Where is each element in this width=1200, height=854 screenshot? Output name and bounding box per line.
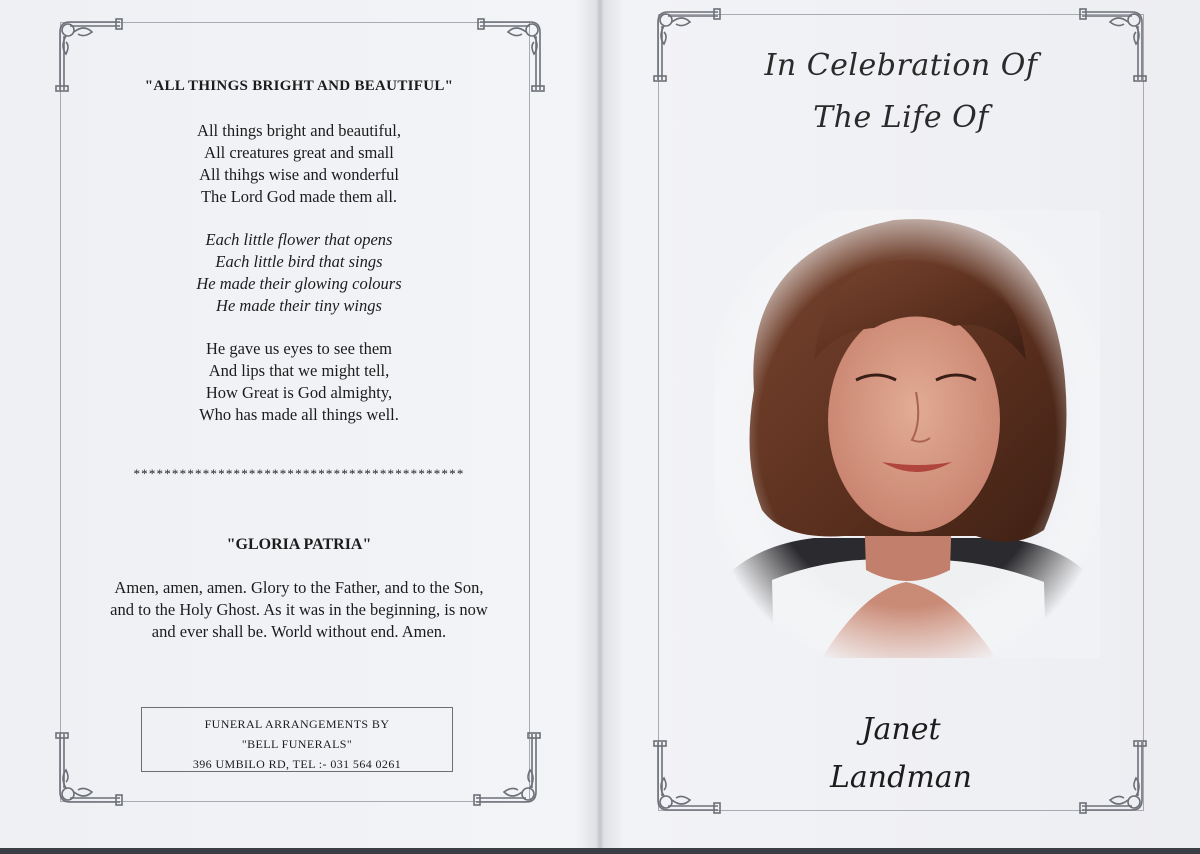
stanza-line: He gave us eyes to see them bbox=[205, 339, 393, 358]
ornament-corner-bottom-left-icon bbox=[50, 728, 126, 810]
asterisk-separator: ******************************************* bbox=[133, 466, 465, 481]
portrait-illustration bbox=[714, 210, 1100, 658]
gloria-line: Amen, amen, amen. Glory to the Father, and to the Son, bbox=[114, 578, 484, 597]
funeral-line-3: 396 UMBILO RD, TEL :- 031 564 0261 bbox=[192, 757, 402, 771]
stanza-line: All things bright and beautiful, bbox=[197, 121, 401, 140]
stanza-line: Each little flower that opens bbox=[205, 230, 393, 249]
hymn-title: "ALL THINGS BRIGHT AND BEAUTIFUL" bbox=[144, 78, 454, 94]
portrait-photo bbox=[714, 210, 1100, 658]
stanza-line: All thihgs wise and wonderful bbox=[199, 165, 399, 184]
stanza-line: Each little bird that sings bbox=[215, 252, 383, 271]
stanza-line: He made their glowing colours bbox=[196, 274, 402, 293]
hymn-stanza-3 bbox=[0, 338, 598, 426]
left-page bbox=[0, 0, 598, 848]
scan-edge bbox=[0, 848, 1200, 854]
stanza-line: Who has made all things well. bbox=[199, 405, 399, 424]
gloria-line: and ever shall be. World without end. Amen. bbox=[151, 622, 447, 641]
heading-line-1: In Celebration Of bbox=[764, 48, 1038, 83]
stanza-line: The Lord God made them all. bbox=[200, 187, 398, 206]
first-name: Janet bbox=[861, 712, 941, 747]
stanza-line: How Great is God almighty, bbox=[205, 383, 393, 402]
stanza-line: And lips that we might tell, bbox=[208, 361, 390, 380]
stanza-line: All creatures great and small bbox=[204, 143, 394, 162]
funeral-line-1: FUNERAL ARRANGEMENTS BY bbox=[204, 717, 390, 731]
hymn-stanza-1 bbox=[0, 120, 598, 208]
heading-line-2: The Life Of bbox=[813, 100, 989, 135]
hymn-stanza-2 bbox=[0, 229, 598, 317]
stanza-line: He made their tiny wings bbox=[216, 296, 382, 315]
gloria-title: "GLORIA PATRIA" bbox=[226, 536, 372, 553]
funeral-arrangements-box bbox=[141, 707, 453, 772]
ornament-corner-bottom-right-icon bbox=[470, 728, 546, 810]
last-name: Landman bbox=[830, 760, 972, 795]
funeral-line-2: "BELL FUNERALS" bbox=[241, 737, 353, 751]
right-page bbox=[602, 0, 1200, 848]
gloria-line: and to the Holy Ghost. As it was in the beginning, is now bbox=[110, 600, 488, 619]
gloria-text bbox=[64, 577, 534, 643]
